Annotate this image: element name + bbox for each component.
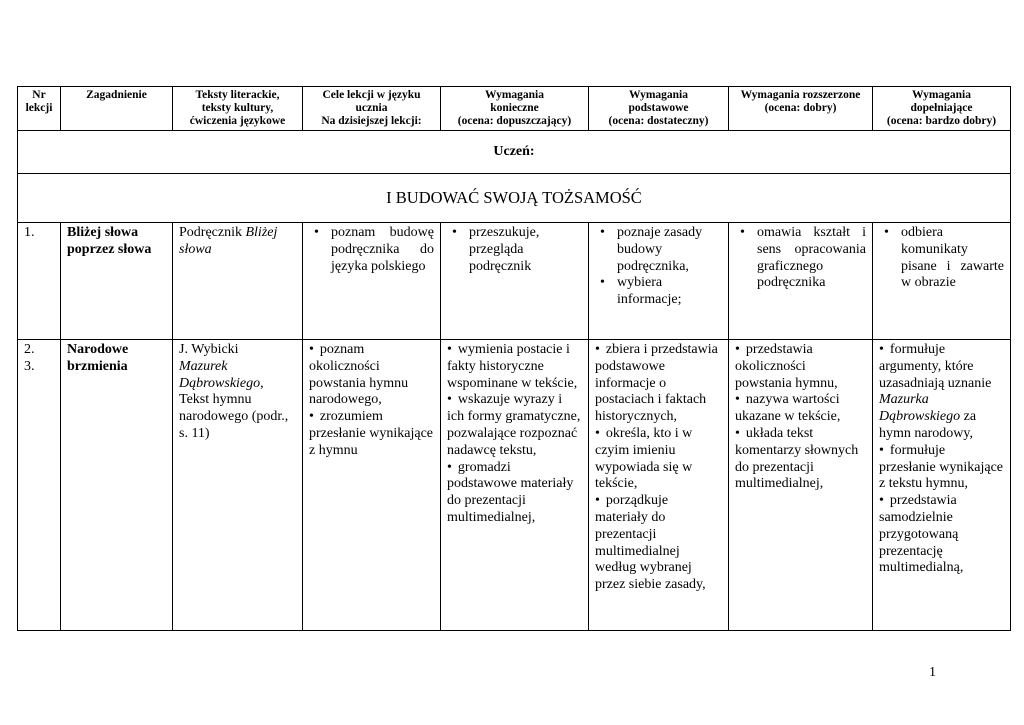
header-podstawowe: Wymagania podstawowe (ocena: dostateczny) (589, 87, 729, 131)
header-zagadnienie: Zagadnienie (61, 87, 173, 131)
table-row (18, 340, 1011, 631)
table-row (18, 223, 1011, 340)
lesson-plan-table (17, 86, 1011, 631)
header-dopelniajace: Wymagania dopełniające (ocena: bardzo dobry) (873, 87, 1011, 131)
row2-konieczne (441, 340, 589, 631)
list-item: • formułuje argumenty, które uzasadniają uznanie Mazurka Dąbrowskiego za hymn narodowy, (879, 342, 992, 441)
row2-rozszerzone (729, 340, 873, 631)
list-item: • poznam budowę podręcznika do języka polskiego (331, 225, 434, 275)
list-item: • omawia kształt i sens opracowania graficznego podręcznika (757, 225, 866, 292)
header-row (18, 87, 1011, 131)
row2-dopelniajace (873, 340, 1011, 631)
row1-nr: 1. (18, 223, 61, 340)
row1-podstawowe (589, 223, 729, 340)
list-item: • wskazuje wyrazy i ich formy gramatyczne, pozwalające rozpoznać nadawcę tekstu, (447, 392, 581, 458)
page-number: 1 (929, 665, 936, 680)
row1-teksty: Podręcznik Bliżej słowa (173, 223, 303, 340)
row2-teksty: J. Wybicki Mazurek Dąbrowskiego, Tekst hymnu narodowego (podr., s. 11) (173, 340, 303, 631)
section-title: I BUDOWAĆ SWOJĄ TOŻSAMOŚĆ (18, 174, 1011, 223)
row1-konieczne (441, 223, 589, 340)
uczen-label: Uczeń: (18, 131, 1011, 174)
row1-dopelniajace (873, 223, 1011, 340)
list-item: • przeszukuje, przegląda podręcznik (469, 225, 582, 275)
list-item: • zrozumiem przesłanie wynikające z hymnu (309, 409, 433, 458)
list-item: • przedstawia okoliczności powstania hymnu, (735, 342, 838, 391)
list-item: • nazywa wartości ukazane w tekście, (735, 392, 841, 425)
list-item: • przedstawia samodzielnie przygotowaną prezentację multimedialną, (879, 493, 964, 576)
list-item: • wybiera informacje; (617, 275, 722, 309)
list-item: • porządkuje materiały do prezentacji multimedialnej według wybranej przez siebie zasady, (595, 493, 706, 593)
list-item: • odbiera komunikaty pisane i zawarte w obrazie (901, 225, 1004, 292)
list-item: • formułuje przesłanie wynikające z tekstu hymnu, (879, 442, 1003, 492)
row2-nr: 2. 3. (18, 340, 61, 631)
list-item: • zbiera i przedstawia podstawowe informacje o postaciach i faktach historycznych, (595, 342, 718, 425)
row2-podstawowe (589, 340, 729, 631)
row2-cele (303, 340, 441, 631)
list-item: • wymienia postacie i fakty historyczne wspominane w tekście, (447, 342, 578, 391)
header-nr: Nr lekcji (18, 87, 61, 131)
row2-zagadnienie: Narodowe brzmienia (61, 340, 173, 631)
section-title-row (18, 174, 1011, 223)
list-item: • gromadzi podstawowe materiały do prezentacji multimedialnej, (447, 459, 574, 525)
row1-rozszerzone (729, 223, 873, 340)
row1-zagadnienie: Bliżej słowa poprzez słowa (61, 223, 173, 340)
header-cele: Cele lekcji w języku ucznia Na dzisiejszej lekcji: (303, 87, 441, 131)
list-item: • poznaje zasady budowy podręcznika, (617, 225, 722, 275)
list-item: • poznam okoliczności powstania hymnu narodowego, (309, 342, 409, 408)
row1-cele (303, 223, 441, 340)
list-item: • układa tekst komentarzy słownych do prezentacji multimedialnej, (735, 425, 859, 492)
header-konieczne: Wymagania konieczne (ocena: dopuszczający) (441, 87, 589, 131)
uczen-row (18, 131, 1011, 174)
header-rozszerzone: Wymagania rozszerzone (ocena: dobry) (729, 87, 873, 131)
header-teksty: Teksty literackie, teksty kultury, ćwiczenia językowe (173, 87, 303, 131)
list-item: • określa, kto i w czyim imieniu wypowiada się w tekście, (595, 425, 693, 492)
